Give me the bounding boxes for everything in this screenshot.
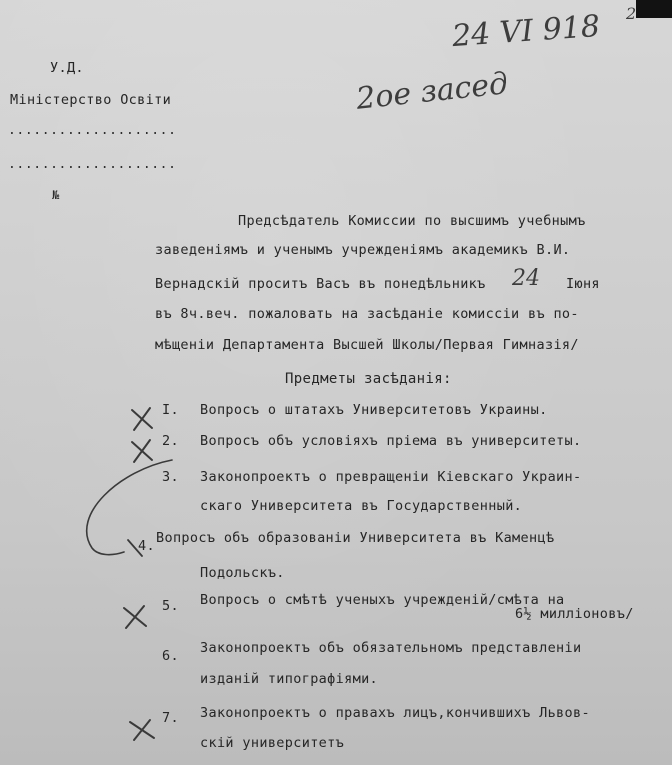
agenda-item-6-text-2: изданій типографіями. — [200, 671, 379, 687]
agenda-item-2-text: Вопросъ объ условіяхъ пріема въ университеты. — [200, 433, 582, 449]
handwritten-page-number: 2 — [626, 4, 637, 23]
agenda-item-4-text-2: Подольскъ. — [200, 565, 285, 581]
header-dots-2: .................... — [8, 157, 177, 172]
handwritten-date: 24 VI 918 — [450, 8, 602, 55]
body-line-3: Вернадскій проситъ Васъ въ понедѣльникъ — [155, 276, 486, 292]
agenda-item-5-text-1: Вопросъ о смѣтѣ ученыхъ учрежденій/смѣта на — [200, 592, 565, 608]
check-mark-item-5 — [124, 606, 146, 628]
header-dots-1: .................... — [8, 123, 177, 138]
agenda-item-5-text-2: 6½ милліоновъ/ — [515, 606, 634, 622]
body-line-2: заведеніямъ и ученымъ учрежденіямъ академикъ В.И. — [155, 242, 571, 258]
body-line-4: въ 8ч.веч. пожаловать на засѣданіе комиссіи въ по- — [155, 306, 579, 322]
body-line-5: мѣщеніи Департамента Высшей Школы/Первая Гимназія/ — [155, 337, 579, 353]
agenda-item-1-num: I. — [162, 402, 179, 418]
body-handwritten-date: 24 — [512, 266, 540, 291]
agenda-item-3-num: 3. — [162, 469, 179, 485]
agenda-item-6-num: 6. — [162, 648, 179, 664]
handwritten-note: 2ое засед — [354, 66, 510, 117]
check-mark-item-7 — [130, 720, 154, 740]
agenda-item-4-text-1: Вопросъ объ образованіи Университета въ Каменцѣ — [156, 530, 555, 546]
header-ministry: Міністерство Освіти — [10, 92, 172, 108]
agenda-item-3-text-1: Законопроектъ о превращеніи Кіевскаго Украин- — [200, 469, 582, 485]
agenda-item-2-num: 2. — [162, 433, 179, 449]
agenda-item-1-text: Вопросъ о штатахъ Университетовъ Украины. — [200, 402, 548, 418]
agenda-item-6-text-1: Законопроектъ объ обязательномъ представленіи — [200, 640, 582, 656]
agenda-item-4-num: 4. — [138, 538, 155, 554]
check-mark-item-1 — [132, 408, 152, 430]
body-month: Іюня — [566, 276, 600, 292]
header-number-sign: № — [52, 188, 60, 202]
agenda-item-3-text-2: скаго Университета въ Государственный. — [200, 498, 523, 514]
agenda-item-5-num: 5. — [162, 598, 179, 614]
agenda-item-7-num: 7. — [162, 710, 179, 726]
check-mark-item-4 — [128, 540, 142, 556]
agenda-item-7-text-2: скій университетъ — [200, 735, 345, 751]
agenda-title: Предметы засѣданія: — [285, 371, 452, 387]
check-mark-item-2 — [132, 440, 152, 462]
agenda-item-7-text-1: Законопроектъ о правахъ лицъ,кончившихъ Львов- — [200, 705, 590, 721]
body-line-1: Предсѣдатель Комиссии по высшимъ учебнымъ — [238, 213, 586, 229]
header-ud: У.Д. — [50, 60, 84, 76]
